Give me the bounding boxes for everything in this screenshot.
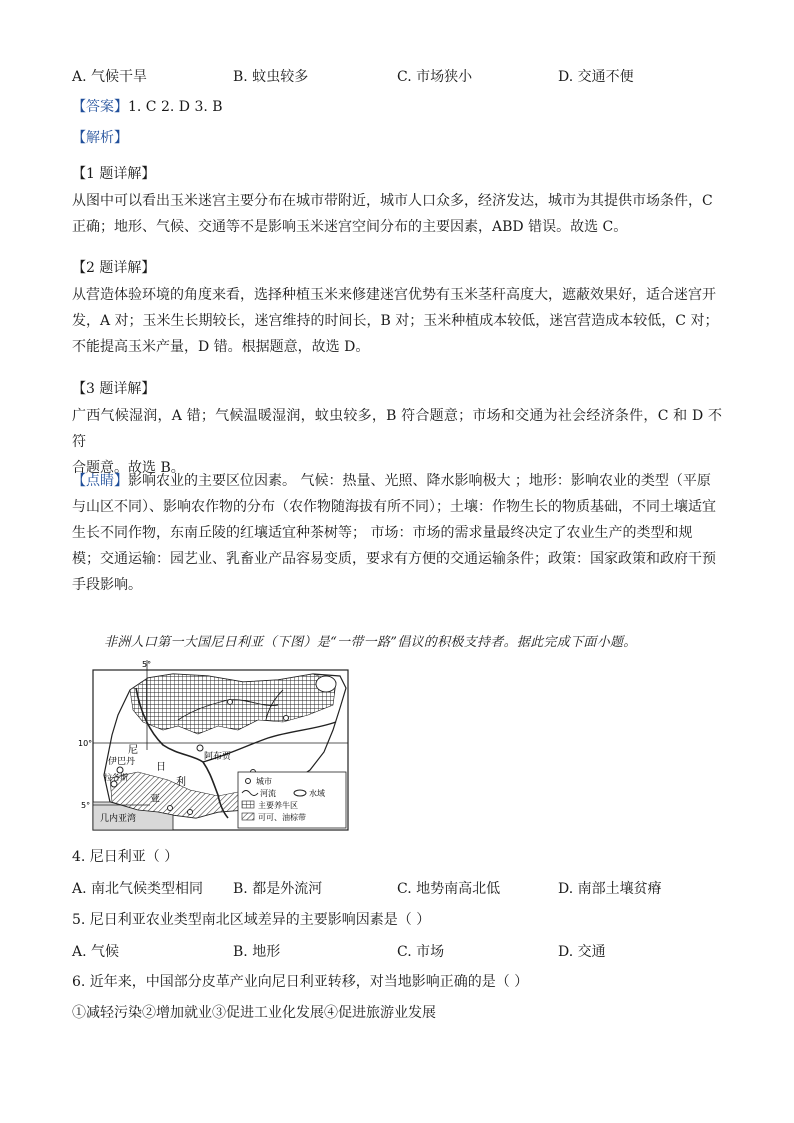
- detail-3-line: 合题意。故选 B。: [72, 460, 185, 476]
- nigeria-map: [78, 660, 368, 835]
- q4-option-b: B. 都是外流河: [233, 881, 323, 897]
- detail-1-line: 正确；地形、气候、交通等不是影响玉米迷宫空间分布的主要因素，ABD 错误。故选 C。: [72, 219, 628, 235]
- country-char: 日: [156, 762, 166, 773]
- lake-chad: [316, 676, 336, 692]
- lat-10-label: 10°: [78, 739, 93, 748]
- q5-option-b: B. 地形: [233, 944, 281, 960]
- detail-3-line: 广西气候湿润，A 错；气候温暖湿润，蚊虫较多，B 符合题意；市场和交通为社会经济条件，C 和 D 不符: [72, 408, 722, 450]
- option-d: D. 交通不便: [558, 69, 634, 85]
- legend-cocoa-icon: [242, 813, 254, 820]
- city-abuja: [197, 745, 203, 751]
- q5-option-c: C. 市场: [397, 944, 445, 960]
- detail-1-line: 从图中可以看出玉米迷宫主要分布在城市带附近，城市人口众多，经济发达，城市为其提供市场条件，C: [72, 193, 713, 209]
- option-b: B. 蚊虫较多: [233, 69, 309, 85]
- answer-label: 【答案】: [72, 99, 128, 115]
- legend-city: 城市: [256, 777, 272, 786]
- tip-body: [72, 468, 722, 598]
- detail-3-heading: 【3 题详解】: [72, 381, 156, 397]
- tip-line: 模；交通运输：园艺业、乳畜业产品容易变质，要求有方便的交通运输条件；政策：国家政策和政府干预: [72, 551, 716, 567]
- q4-stem: 4. 尼日利亚（ ）: [72, 849, 179, 865]
- tip-line: 与山区不同）、影响农作物的分布（农作物随海拔有所不同）；土壤：作物生长的物质基础，不同土壤适宜: [72, 499, 716, 515]
- q4-option-c: C. 地势南高北低: [397, 881, 501, 897]
- detail-2-heading: 【2 题详解】: [72, 260, 156, 276]
- gulf-label: 几内亚湾: [100, 814, 137, 824]
- country-char: 尼: [128, 745, 138, 756]
- option-c: C. 市场狭小: [397, 69, 473, 85]
- lat-5-label: 5°: [81, 801, 91, 810]
- lagos-label: 拉各斯: [104, 773, 128, 782]
- option-a: A. 气候干旱: [72, 69, 148, 85]
- q4-option-a: A. 南北气候类型相同: [72, 881, 204, 897]
- q6-stem: 6. 近年来，中国部分皮革产业向尼日利亚转移，对当地影响正确的是（ ）: [72, 974, 529, 990]
- legend-cocoa: 可可、油棕带: [258, 813, 306, 822]
- detail-2-line: 不能提高玉米产量，D 错。根据题意，故选 D。: [72, 339, 370, 355]
- detail-1-body: [72, 188, 722, 240]
- legend-cattle: 主要养牛区: [258, 801, 298, 810]
- q4-option-d: D. 南部土壤贫瘠: [558, 881, 662, 897]
- abuja-label: 阿布贾: [204, 752, 232, 762]
- answer-text: 1. C 2. D 3. B: [128, 99, 223, 115]
- tip-line: 生长不同作物，东南丘陵的红壤适宜种茶树等； 市场：市场的需求量最终决定了农业生产的类型和规: [72, 525, 693, 541]
- q5-stem: 5. 尼日利亚农业类型南北区域差异的主要影响因素是（ ）: [72, 912, 431, 928]
- lon-label: 5°: [142, 660, 152, 669]
- detail-1-heading: 【1 题详解】: [72, 166, 156, 182]
- q5-option-d: D. 交通: [558, 944, 606, 960]
- country-char: 亚: [150, 794, 160, 805]
- q5-option-a: A. 气候: [72, 944, 120, 960]
- ibadan-label: 伊巴丹: [108, 757, 136, 767]
- legend-river: 河流: [260, 789, 276, 798]
- tip-line: 手段影响。: [72, 577, 142, 593]
- legend-cattle-icon: [242, 801, 254, 808]
- detail-2-body: [72, 282, 722, 360]
- q6-items: ①减轻污染②增加就业③促进工业化发展④促进旅游业发展: [72, 1005, 436, 1021]
- legend-water-icon: [294, 790, 306, 796]
- country-char: 利: [176, 777, 186, 788]
- tip-line: 影响农业的主要区位因素。 气候：热量、光照、降水影响极大 ；地形：影响农业的类型（平原: [128, 473, 711, 489]
- analysis-label: 【解析】: [72, 130, 128, 146]
- legend-city-icon: [246, 779, 251, 784]
- answer-line: [72, 96, 223, 118]
- tip-label: 【点睛】: [72, 473, 128, 489]
- detail-2-line: 从营造体验环境的角度来看，选择种植玉米来修建迷宫优势有玉米茎秆高度大，遮蔽效果好，适合迷宫开: [72, 287, 716, 303]
- detail-2-line: 发，A 对；玉米生长期较长，迷宫维持的时间长，B 对；玉米种植成本较低，迷宫营造成本较低，C 对；: [72, 313, 719, 329]
- legend-water: 水域: [309, 789, 325, 798]
- question-intro: 非洲人口第一大国尼日利亚（下图）是“一带一路”倡议的积极支持者。据此完成下面小题。: [104, 635, 637, 650]
